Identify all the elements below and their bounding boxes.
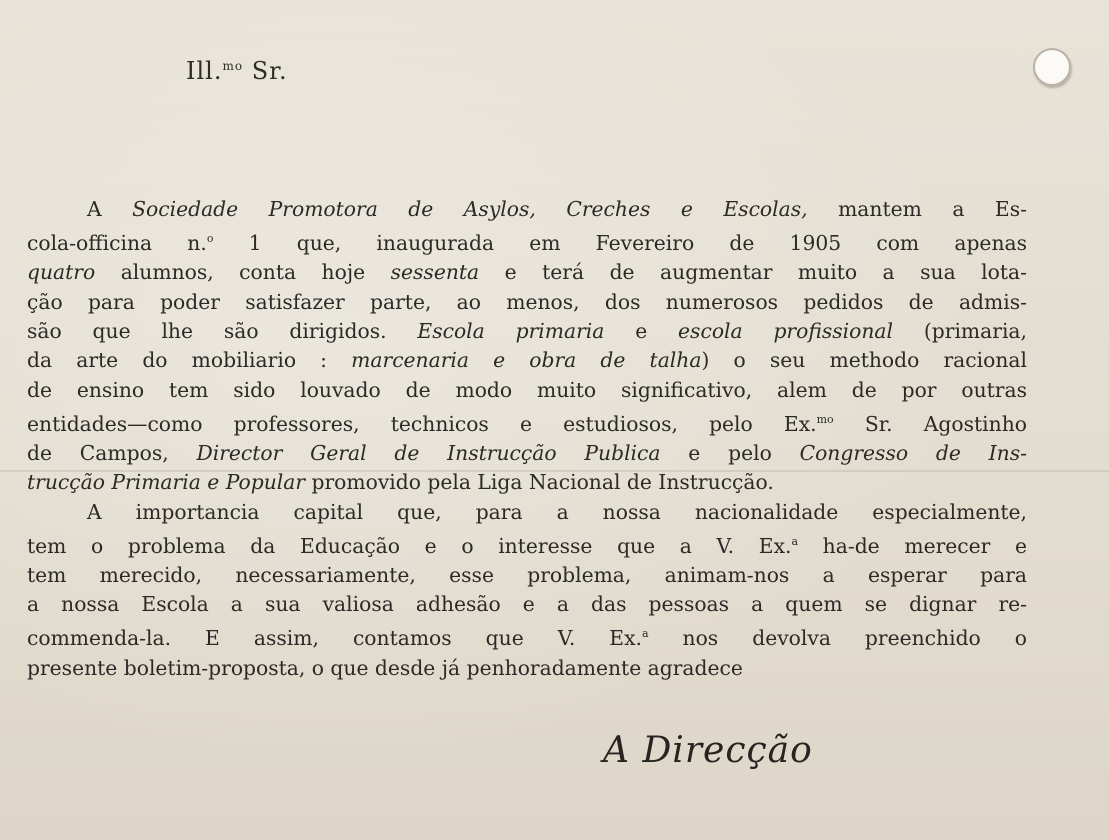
body-line: entidades—como professores, technicos e estudiosos, pelo Ex.$^{mo}$ Sr. Agostinho [27, 411, 1028, 436]
salutation: Ill.$^{mo}$ Sr. [186, 57, 288, 85]
letter-body [27, 195, 1027, 683]
body-line: trucção Primaria e Popular promovido pela Liga Nacional de Instrucção. [27, 470, 774, 495]
body-line: tem o problema da Educação e o interesse que a V. Ex.$^a$ ha-de merecer e [27, 533, 1027, 558]
body-line: são que lhe são dirigidos. Escola primaria e escola profissional (primaria, [27, 318, 1027, 343]
body-line: a nossa Escola a sua valiosa adhesão e a das pessoas a quem se dignar re- [27, 592, 1027, 617]
body-line: da arte do mobiliario : marcenaria e obra de talha) o seu methodo racional [27, 348, 1027, 373]
body-line: commenda-la. E assim, contamos que V. Ex.$^a$ nos devolva preenchido o [27, 626, 1027, 651]
body-line: A Sociedade Promotora de Asylos, Creches e Escolas, mantem a Es- [87, 197, 1027, 221]
body-line: A importancia capital que, para a nossa nacionalidade especialmente, [87, 499, 1027, 524]
punch-hole [1033, 48, 1071, 86]
body-line: ção para poder satisfazer parte, ao menos, dos numerosos pedidos de admis- [27, 289, 1027, 314]
body-line: quatro alumnos, conta hoje sessenta e terá de augmentar muito a sua lota- [27, 260, 1027, 285]
body-line: cola-officina n.$^o$ 1 que, inaugurada em Fevereiro de 1905 com apenas [27, 231, 1027, 256]
body-line: presente boletim-proposta, o que desde já penhoradamente agradece [27, 655, 743, 680]
signature: A Direcção [603, 730, 813, 771]
body-line: de ensino tem sido louvado de modo muito significativo, alem de por outras [27, 377, 1027, 402]
body-line: tem merecido, necessariamente, esse problema, animam-nos a esperar para [27, 562, 1027, 587]
body-line: de Campos, Director Geral de Instrucção Publica e pelo Congresso de Ins- [27, 440, 1027, 465]
